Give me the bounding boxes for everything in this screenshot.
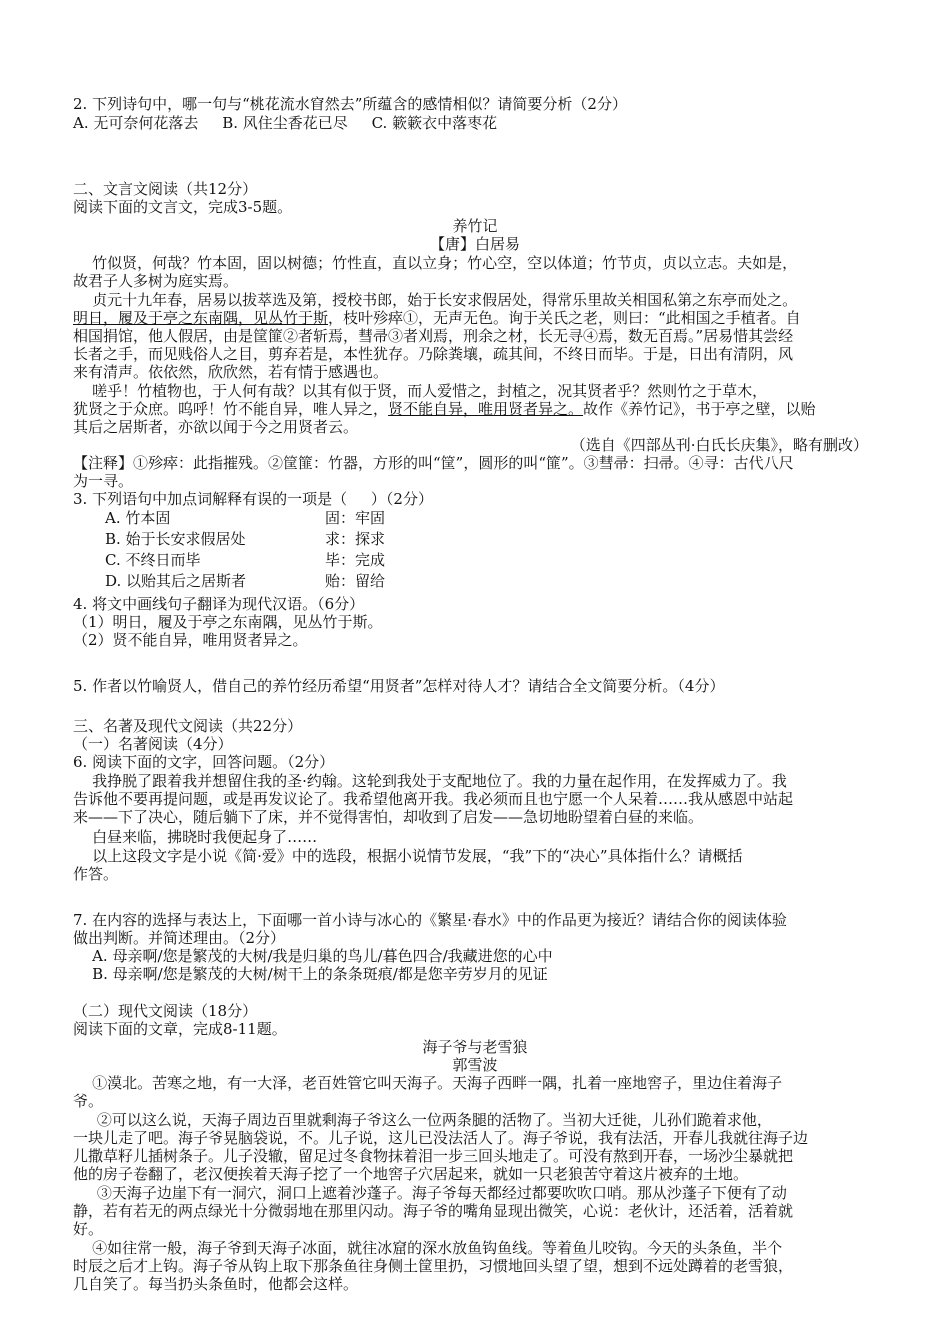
q5-question: 5. 作者以竹喻贤人，借自己的养竹经历希望“用贤者”怎样对待人才？请结合全文简要分析。（4分） <box>73 677 725 695</box>
q7-option-b: B. 母亲啊/您是繁茂的大树/树干上的条条斑痕/都是您辛劳岁月的见证 <box>73 965 548 983</box>
passage-line <box>73 401 816 418</box>
q3-option-a-meaning: 固：牢固 <box>325 509 386 527</box>
story-line: ④如往常一般，海子爷到天海子冰面，就往冰窟的深水放鱼钩鱼线。等着鱼儿咬钩。今天的头条鱼，半个 <box>73 1239 783 1257</box>
q3-option-b: B. 始于长安求假居处 <box>105 530 246 548</box>
q7-question-line: 做出判断。并简述理由。（2分） <box>73 929 286 947</box>
passage-author: 【唐】白居易 <box>429 235 520 253</box>
section3-sub1: （一）名著阅读（4分） <box>73 735 233 753</box>
q6-passage-line: 我挣脱了跟着我并想留住我的圣·约翰。这轮到我处于支配地位了。我的力量在起作用，在发挥威力了。我 <box>73 772 787 790</box>
passage-line: 来有清声。依依然，欣欣然，若有情于感遇也。 <box>73 363 389 381</box>
story-line: ②可以这么说，天海子周边百里就剩海子爷这么一位两条腿的活物了。当初大迁徙，儿孙们跪着求他， <box>73 1111 772 1129</box>
story-line: ①漠北。苦寒之地，有一大泽，老百姓管它叫天海子。天海子西畔一隅，扎着一座地窖子，里边住着海子 <box>73 1074 783 1092</box>
passage-text: 犹贤之于众庶。呜呼！竹不能自异，唯人异之， <box>73 400 389 418</box>
q3-option-c-meaning: 毕：完成 <box>325 551 386 569</box>
section3-heading: 三、名著及现代文阅读（共22分） <box>73 717 303 735</box>
q7-option-a: A. 母亲啊/您是繁茂的大树/我是归巢的鸟儿/暮色四合/我藏进您的心中 <box>73 947 553 965</box>
notes-line: 为一寻。 <box>73 472 134 490</box>
q6-ask-line: 以上这段文字是小说《简·爱》中的选段，根据小说情节发展，“我”下的“决心”具体指什么？请概括 <box>73 847 743 865</box>
story-line: 几自笑了。每当扔头条鱼时，他都会这样。 <box>73 1275 359 1293</box>
q2-question: 2. 下列诗句中，哪一句与“桃花流水窅然去”所蕴含的感情相似？请简要分析（2分） <box>73 95 627 113</box>
q4-item-1: （1）明日，履及于亭之东南隅，见丛竹于斯。 <box>73 613 383 631</box>
notes-line: 【注释】①殄瘁：此指摧残。②筐篚：竹器，方形的叫“筐”，圆形的叫“篚”。③彗帚：扫帚。④寻：古代八尺 <box>73 454 794 472</box>
q4-question: 4. 将文中画线句子翻译为现代汉语。（6分） <box>73 595 365 613</box>
q2-options: A. 无可奈何花落去 B. 风住尘香花已尽 C. 簌簌衣中落枣花 <box>73 114 498 132</box>
q3-option-b-meaning: 求：探求 <box>325 530 386 548</box>
section2-heading: 二、文言文阅读（共12分） <box>73 180 258 198</box>
q3-option-d: D. 以贻其后之居斯者 <box>105 572 247 590</box>
q6-passage-line: 白昼来临，拂晓时我便起身了…… <box>73 828 318 846</box>
q3-option-c: C. 不终日而毕 <box>105 551 201 569</box>
q6-ask-line: 作答。 <box>73 865 119 883</box>
section2-instruction: 阅读下面的文言文，完成3-5题。 <box>73 198 293 216</box>
q4-item-2: （2）贤不能自异，唯用贤者异之。 <box>73 631 308 649</box>
q6-question: 6. 阅读下面的文字，回答问题。（2分） <box>73 753 335 771</box>
story-line: 儿撒草籽儿插树条子。儿子没辙，留足过冬食物抹着泪一步三回头地走了。可没有熬到开春，一场沙尘暴就把 <box>73 1147 794 1165</box>
story-line: ③天海子边崖下有一洞穴，洞口上遮着沙蓬子。海子爷每天都经过都要吹吹口哨。那从沙蓬子下便有了动 <box>73 1184 787 1202</box>
q3-option-a: A. 竹本固 <box>105 509 171 527</box>
passage-line: 相国捐馆，他人假居，由是筐篚②者斩焉，彗帚③者刈焉，刑余之材，长无寻④焉，数无百焉。”居易惜其尝经 <box>73 327 794 345</box>
story-line: 爷。 <box>73 1092 104 1110</box>
passage-line: 故君子人多树为庭实焉。 <box>73 272 239 290</box>
story-author: 郭雪波 <box>452 1056 498 1074</box>
passage-line: 长者之手，而见贱俗人之目，剪弃若是，本性犹存。乃除粪壤，疏其间，不终日而毕。于是，日出有清阴，风 <box>73 345 794 363</box>
passage-text: ，枝叶殄瘁①，无声无色。询于关氏之老，则曰：“此相国之手植者。自 <box>328 309 801 327</box>
story-line: 好。 <box>73 1220 104 1238</box>
q3-question: 3. 下列语句中加点词解释有误的一项是（ ）（2分） <box>73 490 433 508</box>
passage-title: 养竹记 <box>452 217 498 235</box>
passage-line: 其后之居斯者，亦欲以闻于今之用贤者云。 <box>73 418 359 436</box>
story-title: 海子爷与老雪狼 <box>422 1038 528 1056</box>
section3-sub2-instruction: 阅读下面的文章，完成8-11题。 <box>73 1020 287 1038</box>
passage-line: 竹似贤，何哉？竹本固，固以树德；竹性直，直以立身；竹心空，空以体道；竹节贞，贞以立志。夫如是， <box>73 254 798 272</box>
passage-text: 故作《养竹记》，书于亭之壁，以贻 <box>583 400 816 418</box>
passage-line: 贞元十九年春，居易以拔萃选及第，授校书郎，始于长安求假居处，得常乐里故关相国私第之东亭而处之。 <box>73 291 798 309</box>
underlined-sentence-1: 明日，履及于亭之东南隅，见丛竹于斯 <box>73 309 329 327</box>
story-line: 他的房子卷翻了，老汉便挨着天海子挖了一个地窖子穴居起来，就如一只老狼苦守着这片被弃的土地。 <box>73 1165 749 1183</box>
q7-question-line: 7. 在内容的选择与表达上，下面哪一首小诗与冰心的《繁星·春水》中的作品更为接近？请结合你的阅读体验 <box>73 911 787 929</box>
underlined-sentence-2: 贤不能自异，唯用贤者异之。 <box>388 400 584 418</box>
passage-line: 嗟乎！竹植物也，于人何有哉？以其有似于贤，而人爱惜之，封植之，况其贤者乎？然则竹之于草木， <box>73 382 768 400</box>
q6-passage-line: 来——下了决心，随后躺下了床，并不觉得害怕，却收到了启发——急切地盼望着白昼的来临。 <box>73 808 704 826</box>
passage-line <box>73 310 801 327</box>
section3-sub2: （二）现代文阅读（18分） <box>73 1002 258 1020</box>
story-line: 一块儿走了吧。海子爷晃脑袋说，不。儿子说，这儿已没法活人了。海子爷说，我有法活，开春儿我就往海子边 <box>73 1129 809 1147</box>
story-line: 静，若有若无的两点绿光十分微弱地在那里闪动。海子爷的嘴角显现出微笑，心说：老伙计，还活着，活着就 <box>73 1202 794 1220</box>
story-line: 时辰之后才上钩。海子爷从钩上取下那条鱼往身侧土筐里扔，习惯地回头望了望，想到不远处蹲着的老雪狼， <box>73 1257 794 1275</box>
q6-passage-line: 告诉他不要再提问题，或是再发议论了。我希望他离开我。我必须而且也宁愿一个人呆着……我从感恩中站起 <box>73 790 794 808</box>
q3-option-d-meaning: 贻：留给 <box>325 572 386 590</box>
passage-source: （选自《四部丛刊·白氏长庆集》，略有删改） <box>570 436 868 454</box>
